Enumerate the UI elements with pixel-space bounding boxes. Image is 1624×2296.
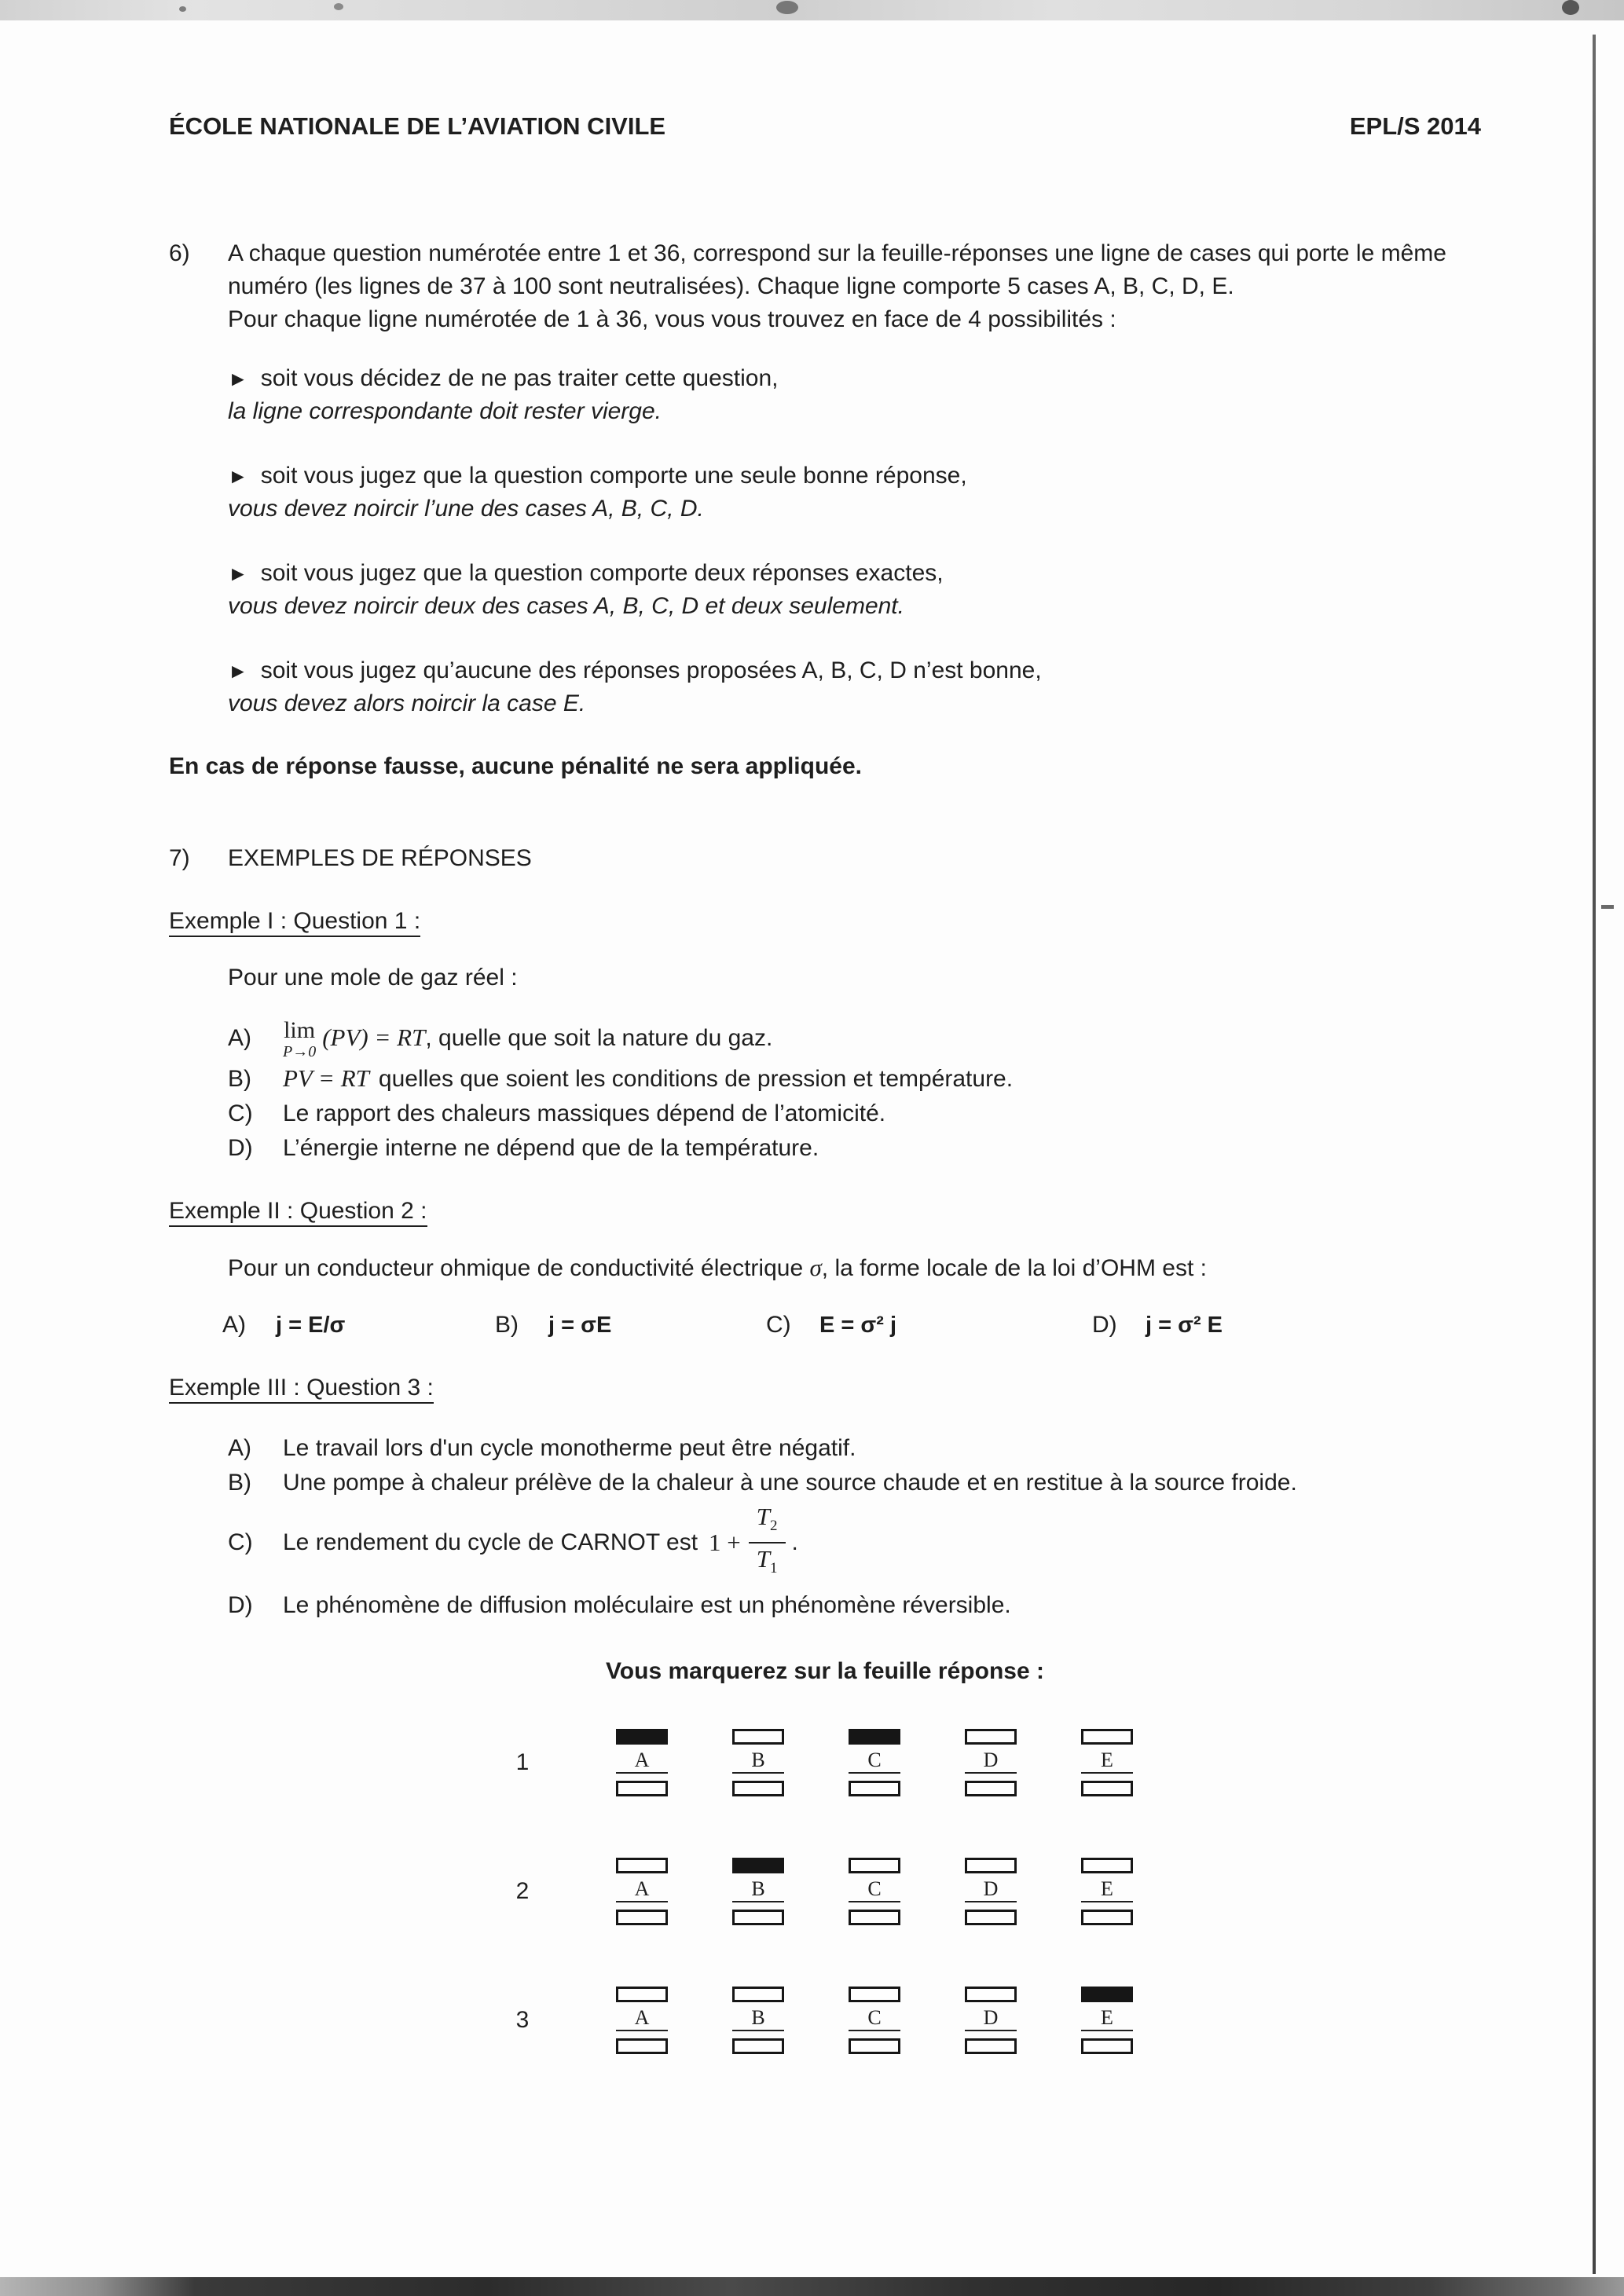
instructions-paragraph: A chaque question numérotée entre 1 et 36, correspond sur la feuille-réponses une ligne de cases qui porte le même numéro (les lignes de 37 à 100 sont neutralisées). Chaque ligne comporte 5 cases A, B, C, D, E. (228, 240, 1446, 299)
option-label: D) (1092, 1312, 1117, 1338)
section-7 (169, 842, 1481, 875)
bullet-text: soit vous jugez que la question comporte une seule bonne réponse, (260, 463, 967, 489)
empty-answer-box (616, 2038, 668, 2054)
instruction-bullet (228, 362, 1481, 428)
answer-letter: E (1081, 2006, 1133, 2031)
option-text: quelles que soient les conditions de pression et température. (378, 1066, 1014, 1092)
limit-expression: lim P→0 (283, 1017, 317, 1060)
answer-cell (1049, 1987, 1165, 2054)
empty-answer-box (965, 2038, 1017, 2054)
answer-letter: B (732, 1749, 784, 1774)
empty-answer-box (965, 1987, 1017, 2002)
bullet-italic-text: vous devez noircir deux des cases A, B, C, D et deux seulement. (228, 593, 904, 619)
answer-row (507, 1729, 1481, 1796)
answer-letter: E (1081, 1877, 1133, 1902)
ohm-law-formula: j = σ² E (1146, 1313, 1223, 1338)
option-d (228, 1589, 1481, 1622)
scan-artifact-right-line (1593, 35, 1596, 2274)
option-label: C) (228, 1100, 253, 1126)
empty-answer-box (965, 1910, 1017, 1925)
answer-cell (933, 1987, 1049, 2054)
empty-answer-box (849, 1987, 900, 2002)
triangle-bullet-icon: ► (228, 562, 248, 585)
empty-answer-box (965, 1781, 1017, 1796)
option-text: Le rapport des chaleurs massiques dépend de l’atomicité. (283, 1100, 886, 1126)
example-1-intro: Pour une mole de gaz réel : (228, 965, 518, 991)
answer-letter: B (732, 1877, 784, 1902)
example-3-heading: Exemple III : Question 3 : (169, 1371, 1481, 1404)
page-header (169, 110, 1481, 143)
answer-letter: A (616, 2006, 668, 2031)
option-c (766, 1309, 1092, 1342)
answer-letter: E (1081, 1749, 1133, 1774)
scan-artifact-dash (1601, 905, 1614, 909)
instruction-bullets (228, 362, 1481, 720)
answer-row-number: 3 (515, 2007, 530, 2034)
answer-row-number: 2 (515, 1878, 530, 1905)
option-label: A) (228, 1024, 251, 1051)
ohm-law-formula: j = E/σ (276, 1313, 346, 1338)
empty-answer-box (732, 1729, 784, 1745)
empty-answer-box (732, 1781, 784, 1796)
penalty-note: En cas de réponse fausse, aucune pénalité ne sera appliquée. (169, 753, 862, 779)
document-content (169, 0, 1481, 2054)
school-name: ÉCOLE NATIONALE DE L’AVIATION CIVILE (169, 112, 666, 140)
instruction-bullet (228, 654, 1481, 720)
bullet-italic-text: la ligne correspondante doit rester vierge. (228, 398, 662, 424)
bullet-italic-text: vous devez noircir l’une des cases A, B, C, D. (228, 496, 704, 522)
instruction-bullet (228, 460, 1481, 525)
bullet-text: soit vous jugez qu’aucune des réponses proposées A, B, C, D n’est bonne, (260, 657, 1042, 683)
answer-letter: D (965, 2006, 1017, 2031)
answer-letter: C (849, 1749, 900, 1774)
option-c (228, 1097, 1481, 1130)
empty-answer-box (849, 1910, 900, 1925)
empty-answer-box (732, 1987, 784, 2002)
answer-letter: C (849, 2006, 900, 2031)
option-label: B) (228, 1470, 251, 1496)
empty-answer-box (732, 2038, 784, 2054)
marked-answer-box (732, 1858, 784, 1873)
empty-answer-box (849, 2038, 900, 2054)
exam-code: EPL/S 2014 (1349, 112, 1481, 140)
example-2-heading: Exemple II : Question 2 : (169, 1195, 1481, 1228)
answer-row (507, 1987, 1481, 2054)
answer-cell (816, 1729, 933, 1796)
option-text: , quelle que soit la nature du gaz. (425, 1024, 773, 1051)
answer-letter: B (732, 2006, 784, 2031)
empty-answer-box (1081, 1781, 1133, 1796)
example-1-heading: Exemple I : Question 1 : (169, 905, 1481, 938)
answer-cell (933, 1858, 1049, 1925)
answer-letter: A (616, 1877, 668, 1902)
ohm-law-formula: j = σE (548, 1313, 612, 1338)
empty-answer-box (849, 1781, 900, 1796)
option-label: D) (228, 1135, 253, 1161)
empty-answer-box (616, 1987, 668, 2002)
possibilities-line: Pour chaque ligne numérotée de 1 à 36, vous vous trouvez en face de 4 possibilités : (228, 306, 1116, 332)
option-d (1092, 1309, 1223, 1342)
answer-cell (700, 1729, 816, 1796)
empty-answer-box (616, 1910, 668, 1925)
option-label: B) (228, 1066, 251, 1092)
math-expression: PV = RT (283, 1064, 369, 1092)
triangle-bullet-icon: ► (228, 659, 248, 683)
empty-answer-box (616, 1781, 668, 1796)
answer-cell (584, 1858, 700, 1925)
option-label: C) (766, 1312, 791, 1338)
option-d (228, 1132, 1481, 1165)
answer-cell (816, 1987, 933, 2054)
empty-answer-box (1081, 2038, 1133, 2054)
option-b (228, 1467, 1481, 1500)
triangle-bullet-icon: ► (228, 464, 248, 488)
section-6 (169, 237, 1481, 720)
item-7-number: 7) (169, 845, 190, 871)
example-3-options (169, 1432, 1481, 1622)
scan-smudge (1562, 0, 1579, 15)
answer-cell (816, 1858, 933, 1925)
option-body (283, 1062, 1013, 1096)
answer-cell (1049, 1858, 1165, 1925)
answer-grid (507, 1729, 1481, 2054)
option-text: Le rendement du cycle de CARNOT est (283, 1529, 698, 1556)
empty-answer-box (732, 1910, 784, 1925)
instruction-bullet (228, 557, 1481, 623)
answer-row (507, 1858, 1481, 1925)
bullet-italic-text: vous devez alors noircir la case E. (228, 690, 586, 716)
answer-letter: C (849, 1877, 900, 1902)
empty-answer-box (1081, 1729, 1133, 1745)
bullet-text: soit vous jugez que la question comporte deux réponses exactes, (260, 560, 944, 586)
triangle-bullet-icon: ► (228, 367, 248, 390)
option-body (283, 1018, 772, 1060)
answer-letter: A (616, 1749, 668, 1774)
option-label: D) (228, 1592, 253, 1619)
empty-answer-box (1081, 1858, 1133, 1873)
marked-answer-box (1081, 1987, 1133, 2002)
answer-cell (933, 1729, 1049, 1796)
example-2-intro: Pour un conducteur ohmique de conductivité électrique σ, la forme locale de la loi d’OHM est : (228, 1254, 1207, 1281)
example-2-options (222, 1309, 1481, 1342)
empty-answer-box (965, 1729, 1017, 1745)
answer-cell (584, 1729, 700, 1796)
option-text: Le phénomène de diffusion moléculaire est un phénomène réversible. (283, 1592, 1011, 1619)
empty-answer-box (849, 1858, 900, 1873)
bullet-text: soit vous décidez de ne pas traiter cette question, (260, 365, 779, 391)
item-6-number: 6) (169, 240, 190, 266)
answer-cell (700, 1987, 816, 2054)
option-text: L’énergie interne ne dépend que de la température. (283, 1135, 819, 1161)
option-a (228, 1018, 1481, 1060)
option-a (228, 1432, 1481, 1465)
scan-artifact-bottom-strip (0, 2277, 1624, 2296)
option-label: B) (495, 1312, 519, 1338)
option-label: A) (228, 1435, 251, 1461)
option-label: C) (228, 1529, 253, 1556)
option-b (228, 1062, 1481, 1096)
option-text-end: . (791, 1529, 798, 1556)
ohm-law-formula: E = σ² j (819, 1313, 897, 1338)
option-text: Le travail lors d'un cycle monotherme peut être négatif. (283, 1435, 856, 1461)
answer-cell (1049, 1729, 1165, 1796)
option-c (228, 1501, 1481, 1584)
math-expression: (PV) = RT (322, 1023, 426, 1051)
carnot-fraction: $\frac{T_2}{T_1}$ (749, 1501, 786, 1584)
empty-answer-box (965, 1858, 1017, 1873)
empty-answer-box (1081, 1910, 1133, 1925)
marked-answer-box (849, 1729, 900, 1745)
math-one-plus: 1 + (709, 1529, 741, 1557)
sigma-symbol: σ (809, 1254, 822, 1281)
option-a (222, 1309, 495, 1342)
answer-cell (584, 1987, 700, 2054)
empty-answer-box (616, 1858, 668, 1873)
answer-sheet-caption: Vous marquerez sur la feuille réponse : (606, 1658, 1044, 1685)
answer-letter: D (965, 1877, 1017, 1902)
answer-row-number: 1 (515, 1749, 530, 1776)
option-label: A) (222, 1312, 246, 1338)
example-1-options (169, 1018, 1481, 1165)
option-text: Une pompe à chaleur prélève de la chaleur à une source chaude et en restitue à la source froide. (283, 1470, 1297, 1496)
answer-cell (700, 1858, 816, 1925)
answer-letter: D (965, 1749, 1017, 1774)
option-b (495, 1309, 766, 1342)
section-7-title: EXEMPLES DE RÉPONSES (228, 845, 532, 871)
marked-answer-box (616, 1729, 668, 1745)
